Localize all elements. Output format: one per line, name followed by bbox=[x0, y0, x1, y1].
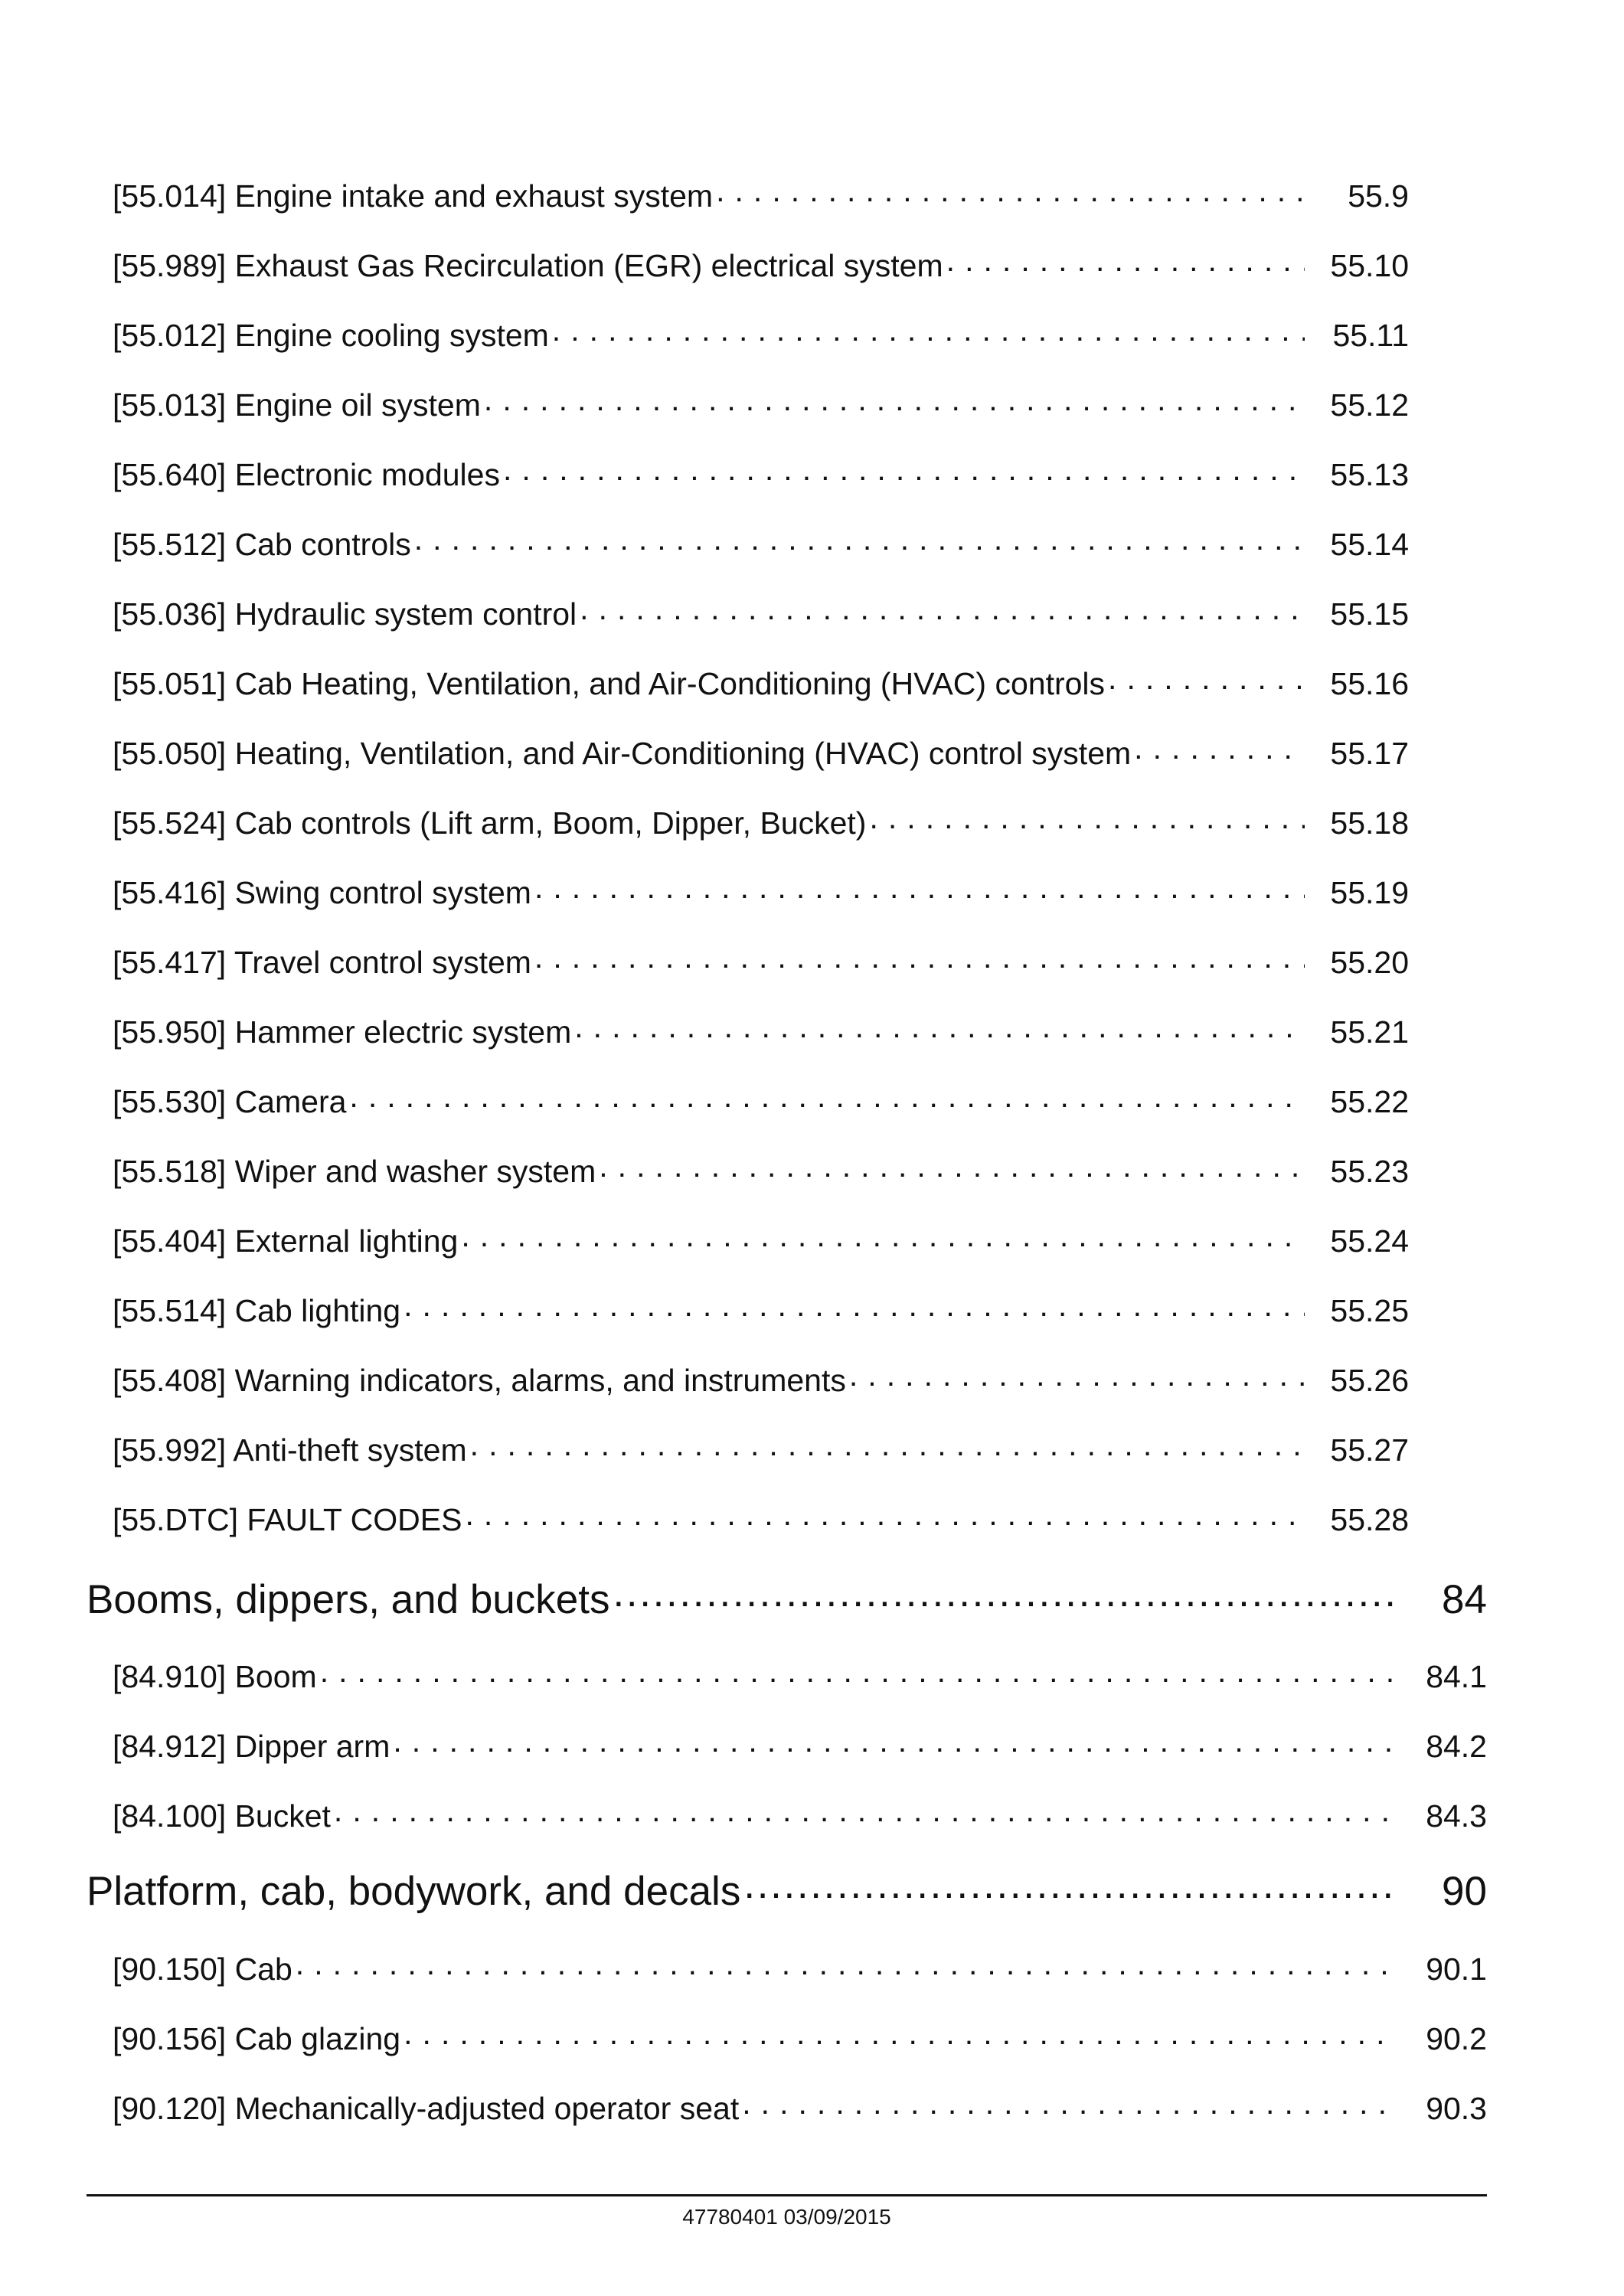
dot-leader bbox=[869, 802, 1305, 834]
dot-leader bbox=[296, 1948, 1397, 1980]
toc-entry[interactable] bbox=[113, 243, 1409, 289]
toc-entry-title: [55.989] Exhaust Gas Recirculation (EGR) electrical system bbox=[113, 248, 943, 283]
toc-entry-page: 55.19 bbox=[1330, 875, 1409, 910]
toc-entry[interactable] bbox=[113, 1946, 1487, 1992]
dot-leader bbox=[484, 384, 1305, 416]
dot-leader bbox=[1108, 663, 1305, 694]
toc-entry-page: 55.13 bbox=[1330, 457, 1409, 492]
toc-section-title: Booms, dippers, and buckets bbox=[87, 1577, 610, 1622]
dot-leader bbox=[465, 1499, 1305, 1530]
toc-entry-page: 55.18 bbox=[1330, 805, 1409, 841]
toc-entry[interactable] bbox=[113, 1654, 1487, 1700]
dot-leader bbox=[349, 1081, 1305, 1112]
toc-entry[interactable] bbox=[113, 1427, 1409, 1473]
dot-leader bbox=[320, 1656, 1397, 1687]
toc-entry-title: [55.051] Cab Heating, Ventilation, and Air-Conditioning (HVAC) controls bbox=[113, 666, 1106, 701]
dot-leader bbox=[334, 1795, 1397, 1827]
dot-leader bbox=[580, 593, 1305, 625]
toc-entry-page: 55.14 bbox=[1330, 527, 1409, 562]
toc-entry-title: [55.640] Electronic modules bbox=[113, 457, 500, 492]
toc-section-heading[interactable] bbox=[87, 1569, 1487, 1631]
dot-leader bbox=[503, 454, 1305, 485]
toc-entry-title: [55.524] Cab controls (Lift arm, Boom, Dipper, Bucket) bbox=[113, 805, 867, 841]
toc-entry-title: [55.408] Warning indicators, alarms, and instruments bbox=[113, 1363, 846, 1398]
toc-entry-page: 55.26 bbox=[1330, 1363, 1409, 1398]
footer-document-id: 47780401 03/09/2015 bbox=[682, 2205, 891, 2229]
dot-leader bbox=[743, 1864, 1397, 1905]
toc-entry[interactable] bbox=[113, 1148, 1409, 1194]
toc-entry[interactable] bbox=[113, 730, 1409, 776]
toc-entry[interactable] bbox=[113, 1723, 1487, 1769]
toc-entry-title: [90.156] Cab glazing bbox=[113, 2021, 401, 2056]
dot-leader bbox=[849, 1360, 1305, 1391]
toc-entry[interactable] bbox=[113, 173, 1409, 219]
toc-entry-page: 55.9 bbox=[1348, 178, 1409, 214]
toc-entry-page: 84.2 bbox=[1426, 1729, 1487, 1764]
toc-entry[interactable] bbox=[113, 1793, 1487, 1839]
toc-entry-title: [55.514] Cab lighting bbox=[113, 1293, 401, 1328]
toc-entry-title: [55.417] Travel control system bbox=[113, 945, 531, 980]
toc-entry-page: 55.10 bbox=[1330, 248, 1409, 283]
toc-entry-page: 55.20 bbox=[1330, 945, 1409, 980]
toc-entry-title: [55.530] Camera bbox=[113, 1084, 347, 1119]
toc-entry-title: [55.950] Hammer electric system bbox=[113, 1014, 572, 1050]
dot-leader bbox=[574, 1011, 1305, 1043]
dot-leader bbox=[716, 175, 1305, 207]
toc-entry-page: 55.11 bbox=[1332, 318, 1409, 353]
toc-entry-page: 55.15 bbox=[1330, 596, 1409, 632]
toc-section-title: Platform, cab, bodywork, and decals bbox=[87, 1869, 741, 1914]
toc-entry-title: [90.120] Mechanically-adjusted operator seat bbox=[113, 2091, 740, 2126]
dot-leader bbox=[599, 1151, 1305, 1182]
dot-leader bbox=[461, 1220, 1305, 1252]
toc-entry-title: [84.100] Bucket bbox=[113, 1798, 331, 1834]
toc-entry[interactable] bbox=[113, 1009, 1409, 1055]
toc-entry[interactable] bbox=[113, 2085, 1487, 2131]
toc-entry-title: [55.992] Anti-theft system bbox=[113, 1432, 467, 1468]
toc-entry-title: [55.512] Cab controls bbox=[113, 527, 411, 562]
toc-entry-title: [55.404] External lighting bbox=[113, 1223, 459, 1259]
dot-leader bbox=[946, 245, 1305, 276]
toc-entry-page: 55.24 bbox=[1330, 1223, 1409, 1259]
toc-entry-title: [84.910] Boom bbox=[113, 1659, 317, 1694]
toc-entry-title: [55.012] Engine cooling system bbox=[113, 318, 549, 353]
toc-entry-page: 90.3 bbox=[1426, 2091, 1487, 2126]
toc-entry-title: [55.013] Engine oil system bbox=[113, 387, 481, 423]
toc-entry-page: 55.12 bbox=[1330, 387, 1409, 423]
toc-entry[interactable] bbox=[113, 1497, 1409, 1543]
dot-leader bbox=[470, 1429, 1305, 1461]
toc-entry-page: 84.1 bbox=[1426, 1659, 1487, 1694]
toc-entry-page: 90.2 bbox=[1426, 2021, 1487, 2056]
toc-entry[interactable] bbox=[113, 1288, 1409, 1334]
toc-entry-page: 90.1 bbox=[1426, 1951, 1487, 1987]
toc-entry[interactable] bbox=[113, 939, 1409, 985]
toc-entry[interactable] bbox=[113, 452, 1409, 498]
toc-entry-page: 55.25 bbox=[1330, 1293, 1409, 1328]
toc-entry-page: 55.23 bbox=[1330, 1154, 1409, 1189]
toc-entry-page: 55.21 bbox=[1330, 1014, 1409, 1050]
toc-entry-page: 55.16 bbox=[1330, 666, 1409, 701]
toc-entry-title: [84.912] Dipper arm bbox=[113, 1729, 390, 1764]
dot-leader bbox=[404, 2018, 1397, 2049]
dot-leader bbox=[1134, 733, 1305, 764]
dot-leader bbox=[404, 1290, 1305, 1321]
toc-entry[interactable] bbox=[113, 382, 1409, 428]
dot-leader bbox=[414, 524, 1305, 555]
toc-entry[interactable] bbox=[113, 312, 1409, 358]
toc-entry-page: 84.3 bbox=[1426, 1798, 1487, 1834]
toc-entry[interactable] bbox=[113, 2016, 1487, 2062]
toc-section-page: 90 bbox=[1442, 1869, 1487, 1914]
toc-entry-page: 55.22 bbox=[1330, 1084, 1409, 1119]
dot-leader bbox=[534, 942, 1305, 973]
toc-entry-page: 55.28 bbox=[1330, 1502, 1409, 1537]
toc-entry-title: [55.518] Wiper and washer system bbox=[113, 1154, 596, 1189]
toc-entry[interactable] bbox=[113, 870, 1409, 916]
toc-entry-title: [90.150] Cab bbox=[113, 1951, 292, 1987]
toc-entry-title: [55.036] Hydraulic system control bbox=[113, 596, 577, 632]
toc-section-page: 84 bbox=[1442, 1577, 1487, 1622]
toc-entry-page: 55.27 bbox=[1330, 1432, 1409, 1468]
dot-leader bbox=[742, 2088, 1397, 2119]
toc-section-heading[interactable] bbox=[87, 1861, 1487, 1922]
toc-entry-title: [55.014] Engine intake and exhaust system bbox=[113, 178, 714, 214]
footer-divider bbox=[87, 2194, 1487, 2196]
dot-leader bbox=[534, 872, 1305, 903]
toc-entry[interactable] bbox=[113, 1079, 1409, 1125]
dot-leader bbox=[552, 315, 1305, 346]
toc-entry[interactable] bbox=[113, 661, 1409, 707]
toc-entry[interactable] bbox=[113, 521, 1409, 567]
toc-entry-page: 55.17 bbox=[1330, 736, 1409, 771]
dot-leader bbox=[393, 1726, 1397, 1757]
toc-entry-title: [55.050] Heating, Ventilation, and Air-Conditioning (HVAC) control system bbox=[113, 736, 1132, 771]
toc-entry[interactable] bbox=[113, 1357, 1409, 1403]
toc-entry-title: [55.416] Swing control system bbox=[113, 875, 531, 910]
toc-entry[interactable] bbox=[113, 800, 1409, 846]
dot-leader bbox=[613, 1573, 1397, 1613]
toc-entry[interactable] bbox=[113, 1218, 1409, 1264]
toc-entry[interactable] bbox=[113, 591, 1409, 637]
toc-entry-title: [55.DTC] FAULT CODES bbox=[113, 1502, 462, 1537]
